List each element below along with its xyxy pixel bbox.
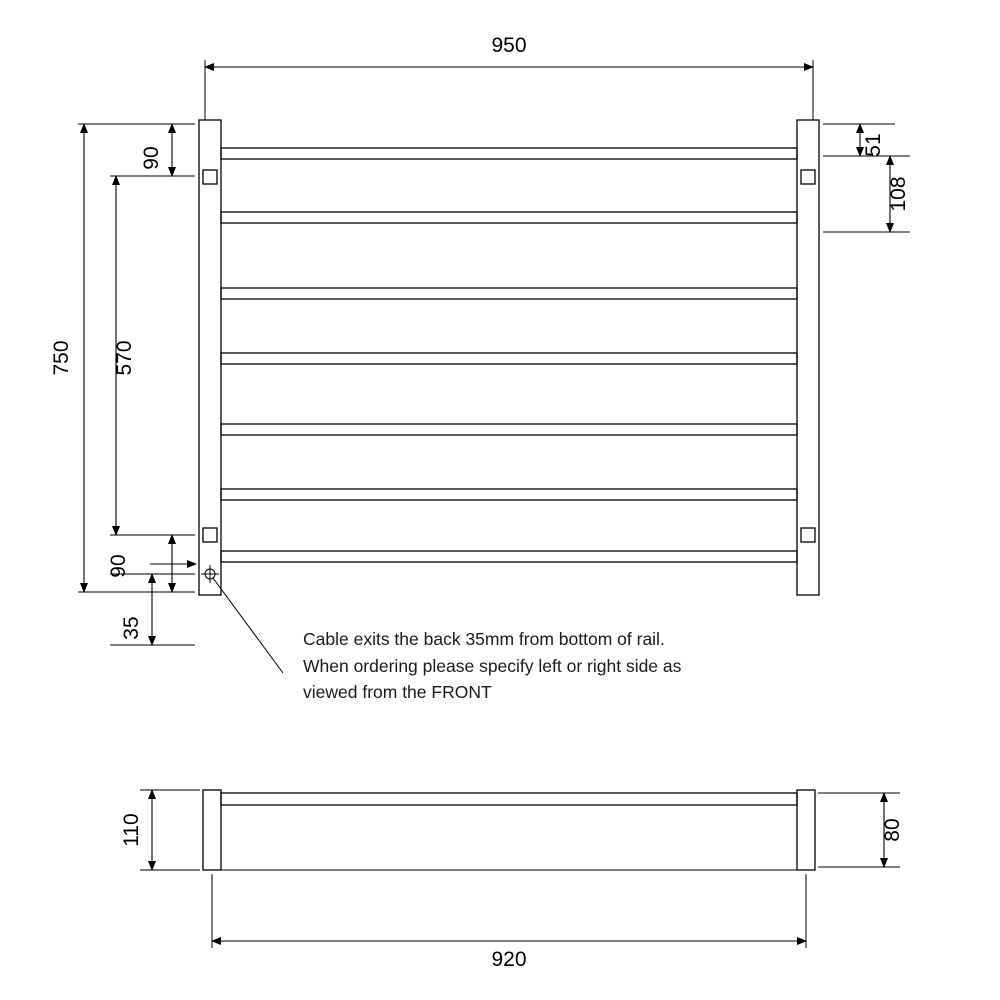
rail-bar-3 xyxy=(221,288,797,299)
dim-overall-height: 750 xyxy=(50,340,73,376)
rail-bar-4 xyxy=(221,353,797,364)
rail-bar-6 xyxy=(221,489,797,500)
side-view-dimensions xyxy=(120,790,904,971)
rail-bar-7 xyxy=(221,551,797,562)
dim-bracket-centres: 570 xyxy=(113,340,136,376)
dim-depth-rail: 80 xyxy=(881,818,904,842)
rail-bar-2 xyxy=(221,212,797,223)
right-bottom-bracket xyxy=(801,528,815,542)
dim-overall-width: 950 xyxy=(491,34,527,57)
side-right-bracket xyxy=(797,790,815,870)
rail-bar-1 xyxy=(221,148,797,159)
left-top-bracket xyxy=(203,170,217,184)
dim-bracket-spacing: 108 xyxy=(887,176,910,212)
rail-bar-5 xyxy=(221,424,797,435)
dim-top-bar-offset: 90 xyxy=(140,146,163,170)
right-vertical-post xyxy=(797,120,819,595)
cable-note-line-3: viewed from the FRONT xyxy=(303,682,492,702)
cable-note-line-1: Cable exits the back 35mm from bottom of rail. xyxy=(303,629,665,649)
side-view-geometry xyxy=(203,790,815,870)
dim-depth-bracket: 110 xyxy=(120,813,143,847)
dim-bottom-bar-offset: 90 xyxy=(107,554,130,578)
dim-bracket-top-offset: 51 xyxy=(862,133,885,157)
front-view-geometry xyxy=(199,120,819,595)
right-top-bracket xyxy=(801,170,815,184)
left-vertical-post xyxy=(199,120,221,595)
cable-note-line-2: When ordering please specify left or right side as xyxy=(303,656,682,676)
dim-bottom-view-width: 920 xyxy=(491,948,527,971)
dim-cable-exit-height: 35 xyxy=(120,616,143,640)
side-left-bracket xyxy=(203,790,221,870)
cable-note xyxy=(213,578,682,702)
cable-exit-symbol xyxy=(201,565,219,583)
left-bottom-bracket xyxy=(203,528,217,542)
front-view-dimensions xyxy=(50,34,910,645)
side-rail-bar xyxy=(221,793,797,805)
